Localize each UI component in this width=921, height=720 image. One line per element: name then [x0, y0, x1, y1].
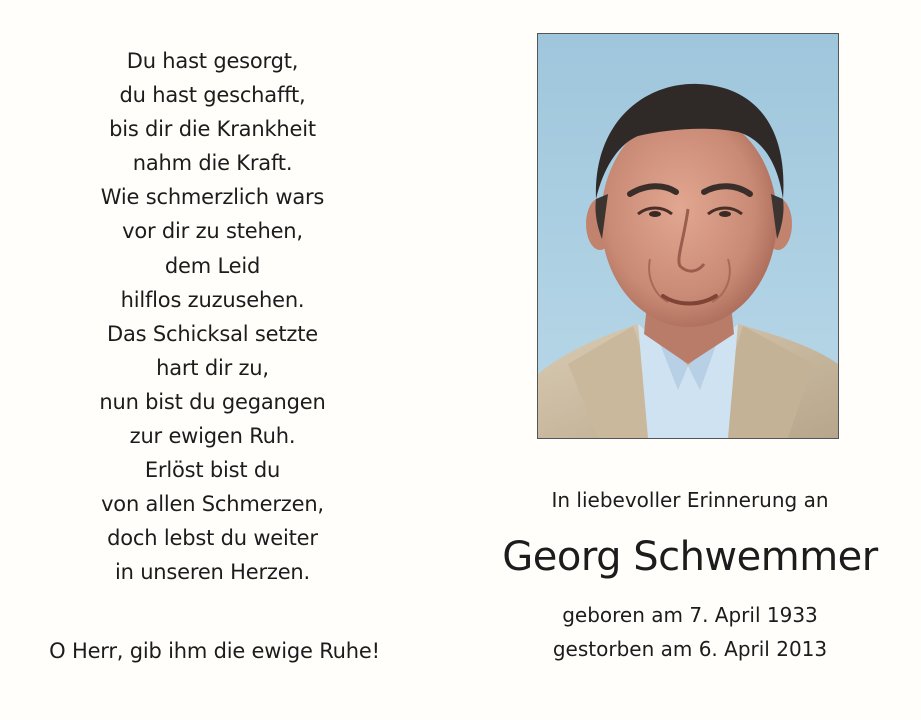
poem-line: von allen Schmerzen,	[101, 492, 324, 517]
birth-date: geboren am 7. April 1933	[562, 603, 818, 627]
poem-line: Erlöst bist du	[144, 458, 281, 483]
life-dates	[500, 598, 880, 666]
poem-line: Wie schmerzlich wars	[100, 185, 325, 210]
portrait-photo	[537, 33, 839, 439]
poem-line: hart dir zu,	[156, 355, 269, 380]
memorial-intro: In liebevoller Erinnerung an	[551, 488, 829, 512]
portrait-illustration	[538, 34, 838, 438]
poem-line: zur ewigen Ruh.	[129, 424, 296, 449]
poem-line: doch lebst du weiter	[107, 526, 318, 551]
poem-line: Das Schicksal setzte	[107, 321, 318, 346]
poem-line: in unseren Herzen.	[114, 560, 311, 585]
poem-line: nun bist du gegangen	[99, 389, 326, 414]
poem-line: hilflos zuzusehen.	[120, 287, 305, 312]
poem-line: vor dir zu stehen,	[122, 219, 303, 244]
poem-line: du hast geschafft,	[119, 83, 306, 108]
deceased-name: Georg Schwemmer	[502, 534, 878, 580]
death-date: gestorben am 6. April 2013	[552, 637, 828, 661]
prayer-text: O Herr, gib ihm die ewige Ruhe!	[49, 639, 380, 663]
poem-line: dem Leid	[164, 253, 261, 278]
poem-line: nahm die Kraft.	[132, 151, 293, 176]
poem-line: Du hast gesorgt,	[126, 49, 299, 73]
poem-line: bis dir die Krankheit	[109, 117, 316, 142]
poem	[40, 44, 385, 590]
